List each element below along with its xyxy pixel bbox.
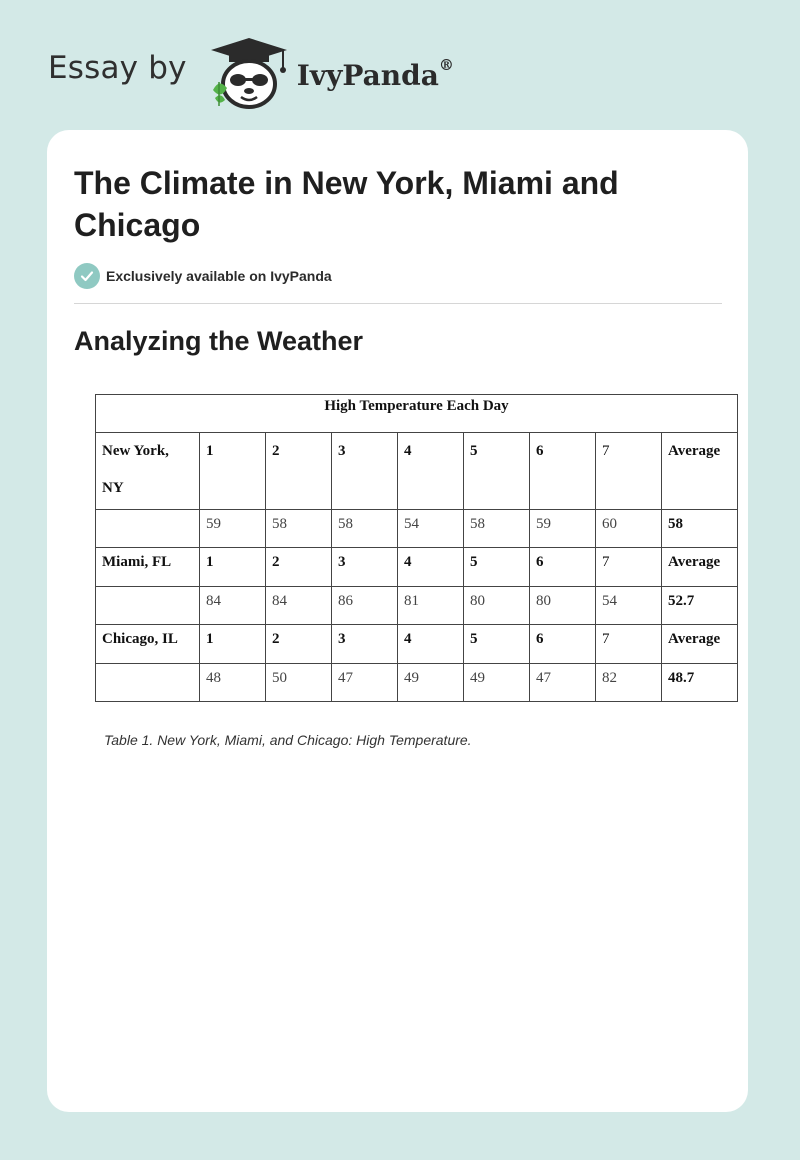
average-header: Average (662, 548, 738, 587)
temp-cell: 48 (200, 664, 266, 702)
table-row (96, 625, 738, 664)
temp-cell: 59 (530, 510, 596, 548)
day-header: 2 (266, 625, 332, 664)
site-header (48, 34, 454, 110)
temp-cell: 54 (398, 510, 464, 548)
table-row (96, 510, 738, 548)
average-cell: 58 (662, 510, 738, 548)
temp-cell: 54 (596, 587, 662, 625)
table-title: High Temperature Each Day (96, 395, 738, 433)
table-row (96, 587, 738, 625)
section-heading: Analyzing the Weather (74, 326, 364, 356)
temp-cell: 58 (464, 510, 530, 548)
article-card (47, 130, 748, 1112)
empty-cell (96, 664, 200, 702)
day-header: 7 (596, 625, 662, 664)
day-header: 6 (530, 548, 596, 587)
empty-cell (96, 510, 200, 548)
day-header: 4 (398, 548, 464, 587)
temp-cell: 60 (596, 510, 662, 548)
day-header: 6 (530, 433, 596, 510)
table-caption: Table 1. New York, Miami, and Chicago: High Temperature. (104, 732, 472, 748)
temp-cell: 59 (200, 510, 266, 548)
average-header: Average (662, 625, 738, 664)
average-cell: 48.7 (662, 664, 738, 702)
day-header: 7 (596, 433, 662, 510)
brand-name[interactable]: IvyPanda® (296, 56, 454, 92)
check-icon (74, 263, 100, 289)
day-header: 5 (464, 548, 530, 587)
temp-cell: 86 (332, 587, 398, 625)
temperature-table (95, 394, 738, 702)
day-header: 1 (200, 548, 266, 587)
page-title: The Climate in New York, Miami and Chicago (74, 165, 619, 243)
temp-cell: 49 (464, 664, 530, 702)
day-header: 4 (398, 625, 464, 664)
registered-mark: ® (438, 56, 454, 75)
temp-cell: 82 (596, 664, 662, 702)
exclusive-label: Exclusively available on IvyPanda (106, 268, 332, 284)
table-row (96, 664, 738, 702)
divider (74, 303, 722, 304)
panda-logo-icon[interactable] (205, 34, 293, 110)
table-row (96, 433, 738, 510)
temp-cell: 84 (266, 587, 332, 625)
temp-cell: 58 (266, 510, 332, 548)
day-header: 7 (596, 548, 662, 587)
average-cell: 52.7 (662, 587, 738, 625)
day-header: 2 (266, 548, 332, 587)
average-header: Average (662, 433, 738, 510)
day-header: 3 (332, 625, 398, 664)
city-name-cell: Chicago, IL (96, 625, 200, 664)
day-header: 4 (398, 433, 464, 510)
day-header: 3 (332, 548, 398, 587)
empty-cell (96, 587, 200, 625)
day-header: 2 (266, 433, 332, 510)
day-header: 6 (530, 625, 596, 664)
temp-cell: 80 (530, 587, 596, 625)
day-header: 1 (200, 625, 266, 664)
essay-by-label: Essay by (48, 50, 187, 86)
temp-cell: 47 (530, 664, 596, 702)
city-name-cell: Miami, FL (96, 548, 200, 587)
temp-cell: 49 (398, 664, 464, 702)
temp-cell: 58 (332, 510, 398, 548)
temp-cell: 47 (332, 664, 398, 702)
temp-cell: 80 (464, 587, 530, 625)
temp-cell: 81 (398, 587, 464, 625)
temp-cell: 84 (200, 587, 266, 625)
exclusive-badge (74, 263, 332, 289)
table-row (96, 548, 738, 587)
day-header: 5 (464, 433, 530, 510)
day-header: 5 (464, 625, 530, 664)
day-header: 1 (200, 433, 266, 510)
temp-cell: 50 (266, 664, 332, 702)
city-name-cell: New York, NY (96, 433, 200, 510)
day-header: 3 (332, 433, 398, 510)
